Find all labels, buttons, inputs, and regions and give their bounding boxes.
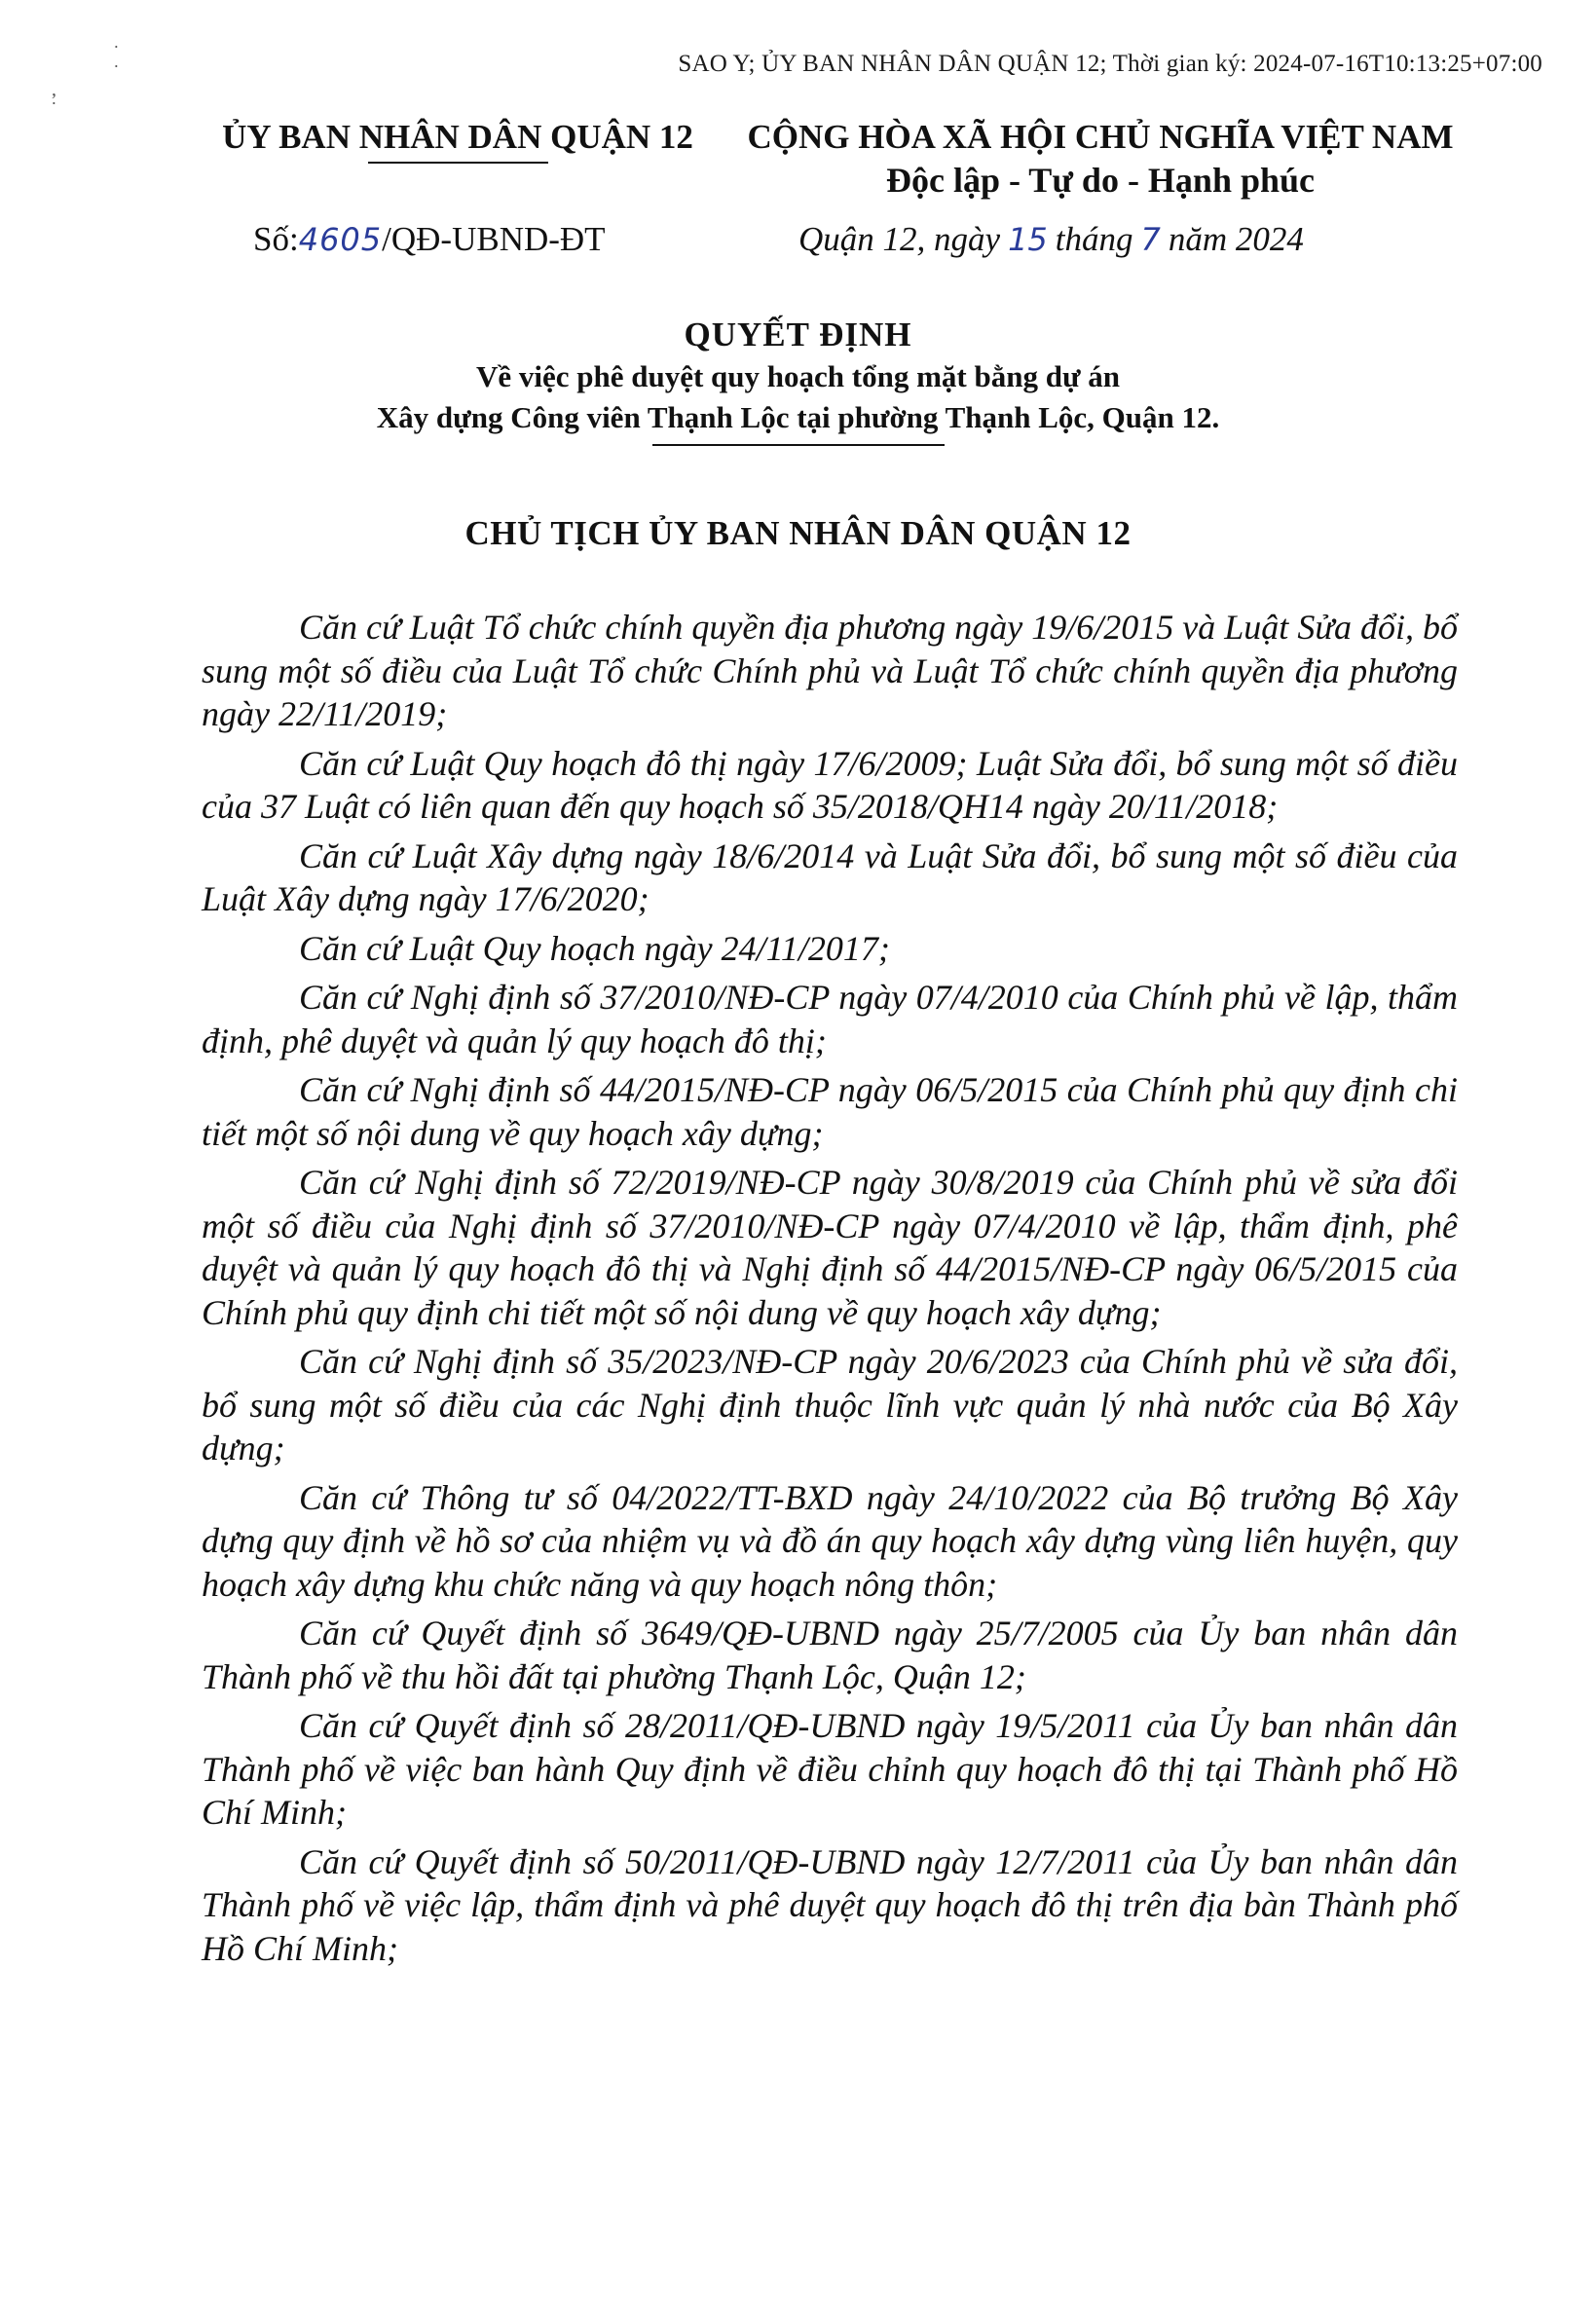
document-title: QUYẾT ĐỊNH xyxy=(684,316,912,353)
document-page: ˙ ˙ ‚ ˙ SAO Y; ỦY BAN NHÂN DÂN QUẬN 12; Thời gian ký: 2024-07-16T10:13:25+07:00 ỦY BAN NHÂN DÂN QUẬN 12 CỘNG HÒA XÃ HỘI CHỦ NGHĨA VIỆT NAM Độc lập - Tự do - Hạnh phúc Số:4605/QĐ-UBND-ĐT Quận 12, ngày 15 tháng 7 năm 2024 QUYẾT ĐỊNH Về việc phê duyệt quy hoạch tổng mặt bằng dự án Xây dựng Công viên Thạnh Lộc tại phường Thạnh Lộc, Quận 12. CHỦ TỊCH ỦY BAN NHÂN DÂN QUẬN 12 Căn cứ Luật Tổ chức chính quyền địa phương ngày 19/6/2015 và Luật Sửa đổi, bổ sung một số điều của Luật Tổ chức Chính phủ và Luật Tổ chức chính quyền địa phương ngày 22/11/2019; Căn cứ Luật Quy hoạch đô thị ngày 17/6/2009; Luật Sửa đổi, bổ sung một số điều của 37 Luật có liên quan đến quy hoạch số 35/2018/QH14 ngày 20/11/2018; Căn cứ Luật Xây dựng ngày 18/6/2014 và Luật Sửa đổi, bổ sung một số điều của Luật Xây dựng ngày 17/6/2020; Căn cứ Luật Quy hoạch ngày 24/11/2017; Căn cứ Nghị định số 37/2010/NĐ-CP ngày 07/4/2010 của Chính phủ về lập, thẩm định, phê duyệt và quản lý quy hoạch đô thị; Căn cứ Nghị định số 44/2015/NĐ-CP ngày 06/5/2015 của Chính phủ quy định chi tiết một số nội dung về quy hoạch xây dựng; Căn cứ Nghị định số 72/2019/NĐ-CP ngày 30/8/2019 của Chính phủ về sửa đổi một số điều của Nghị định số 37/2010/NĐ-CP ngày 07/4/2010 về lập, thẩm định, phê duyệt và quản lý quy hoạch đô thị và Nghị định số 44/2015/NĐ-CP ngày 06/5/2015 của Chính phủ quy định chi tiết một số nội dung về quy hoạch xây dựng; Căn cứ Nghị định số 35/2023/NĐ-CP ngày 20/6/2023 của Chính phủ về sửa đổi, bổ sung một số điều của các Nghị định thuộc lĩnh vực quản lý nhà nước của Bộ Xây dựng; Căn cứ Thông tư số 04/2022/TT-BXD ngày 24/10/2022 của Bộ trưởng Bộ Xây dựng quy định về hồ sơ của nhiệm vụ và đồ án quy hoạch xây dựng vùng liên huyện, quy hoạch xây dựng khu chức năng và quy hoạch nông thôn; Căn cứ Quyết định số 3649/QĐ-UBND ngày 25/7/2005 của Ủy ban nhân dân Thành phố về thu hồi đất tại phường Thạnh Lộc, Quận 12; Căn cứ Quyết định số 28/2011/QĐ-UBND ngày 19/5/2011 của Ủy ban nhân dân Thành phố về việc ban hành Quy định về điều chỉnh quy hoạch đô thị tại Thành phố Hồ Chí Minh; Căn cứ Quyết định số 50/2011/QĐ-UBND ngày 12/7/2011 của Ủy ban nhân dân Thành phố về việc lập, thẩm định và phê duyệt quy hoạch đô thị trên địa bàn Thành phố Hồ Chí Minh; xyxy=(0,0,1596,2302)
legal-bases xyxy=(202,606,1458,1976)
national-motto: Độc lập - Tự do - Hạnh phúc xyxy=(885,161,1316,200)
issuing-authority: ỦY BAN NHÂN DÂN QUẬN 12 xyxy=(222,118,693,156)
title-block xyxy=(0,314,1596,446)
legal-basis-paragraph: Căn cứ Quyết định số 28/2011/QĐ-UBND ngày 19/5/2011 của Ủy ban nhân dân Thành phố về việc ban hành Quy định về điều chỉnh quy hoạch đô thị tại Thành phố Hồ Chí Minh; xyxy=(202,1706,1458,1832)
legal-basis-paragraph: Căn cứ Luật Xây dựng ngày 18/6/2014 và Luật Sửa đổi, bổ sung một số điều của Luật Xây dựng ngày 17/6/2020; xyxy=(202,835,1458,918)
legal-basis-paragraph: Căn cứ Thông tư số 04/2022/TT-BXD ngày 24/10/2022 của Bộ trưởng Bộ Xây dựng quy định về hồ sơ của nhiệm vụ và đồ án quy hoạch xây dựng vùng liên huyện, quy hoạch xây dựng khu chức năng và quy hoạch nông thôn; xyxy=(202,1477,1458,1604)
authority-underline xyxy=(368,162,548,164)
subject-line-1: Về việc phê duyệt quy hoạch tổng mặt bằng dự án xyxy=(475,359,1121,393)
legal-basis-paragraph: Căn cứ Luật Tổ chức chính quyền địa phương ngày 19/6/2015 và Luật Sửa đổi, bổ sung một số điều của Luật Tổ chức Chính phủ và Luật Tổ chức chính quyền địa phương ngày 22/11/2019; xyxy=(202,608,1458,733)
title-underline xyxy=(652,444,945,446)
date-place: Quận 12, ngày xyxy=(798,220,1001,258)
legal-basis-paragraph: Căn cứ Luật Quy hoạch ngày 24/11/2017; xyxy=(299,928,890,968)
number-prefix: Số: xyxy=(253,220,299,258)
date-month-word: tháng xyxy=(1055,220,1133,258)
legal-basis-paragraph: Căn cứ Quyết định số 3649/QĐ-UBND ngày 25/7/2005 của Ủy ban nhân dân Thành phố về thu hồi đất tại phường Thạnh Lộc, Quận 12; xyxy=(202,1614,1458,1696)
issue-date xyxy=(798,220,1304,259)
legal-basis-paragraph: Căn cứ Nghị định số 35/2023/NĐ-CP ngày 20/6/2023 của Chính phủ về sửa đổi, bổ sung một số điều của các Nghị định thuộc lĩnh vực quản lý nhà nước của Bộ Xây dựng; xyxy=(202,1342,1458,1467)
subject-line-2: Xây dựng Công viên Thạnh Lộc tại phường Thạnh Lộc, Quận 12. xyxy=(376,400,1220,434)
legal-basis-paragraph: Căn cứ Luật Quy hoạch đô thị ngày 17/6/2009; Luật Sửa đổi, bổ sung một số điều của 37 Luật có liên quan đến quy hoạch số 35/2018/QH14 ngày 20/11/2018; xyxy=(202,743,1458,826)
national-header-block xyxy=(716,117,1485,203)
issuing-authority-block xyxy=(185,117,730,164)
legal-basis-paragraph: Căn cứ Nghị định số 37/2010/NĐ-CP ngày 07/4/2010 của Chính phủ về lập, thẩm định, phê duyệt và quản lý quy hoạch đô thị; xyxy=(202,978,1458,1060)
handwritten-day: 15 xyxy=(1008,221,1048,258)
handwritten-month: 7 xyxy=(1140,221,1161,258)
digital-copy-stamp: SAO Y; ỦY BAN NHÂN DÂN QUẬN 12; Thời gian ký: 2024-07-16T10:13:25+07:00 xyxy=(678,51,1542,77)
handwritten-number: 4605 xyxy=(298,221,383,258)
country-name: CỘNG HÒA XÃ HỘI CHỦ NGHĨA VIỆT NAM xyxy=(747,118,1454,156)
number-suffix: /QĐ-UBND-ĐT xyxy=(382,220,606,258)
legal-basis-paragraph: Căn cứ Nghị định số 44/2015/NĐ-CP ngày 06/5/2015 của Chính phủ quy định chi tiết một số nội dung về quy hoạch xây dựng; xyxy=(202,1070,1458,1153)
authority-heading: CHỦ TỊCH ỦY BAN NHÂN DÂN QUẬN 12 xyxy=(464,514,1132,552)
legal-basis-paragraph: Căn cứ Nghị định số 72/2019/NĐ-CP ngày 30/8/2019 của Chính phủ về sửa đổi một số điều của Nghị định số 37/2010/NĐ-CP ngày 07/4/2010 về lập, thẩm định, phê duyệt và quản lý quy hoạch đô thị và Nghị định số 44/2015/NĐ-CP ngày 06/5/2015 của Chính phủ quy định chi tiết một số nội dung về quy hoạch xây dựng; xyxy=(202,1163,1458,1332)
legal-basis-paragraph: Căn cứ Quyết định số 50/2011/QĐ-UBND ngày 12/7/2011 của Ủy ban nhân dân Thành phố về việc lập, thẩm định và phê duyệt quy hoạch đô thị trên địa bàn Thành phố Hồ Chí Minh; xyxy=(202,1841,1458,1968)
date-year: năm 2024 xyxy=(1168,220,1304,258)
document-number xyxy=(253,220,606,259)
